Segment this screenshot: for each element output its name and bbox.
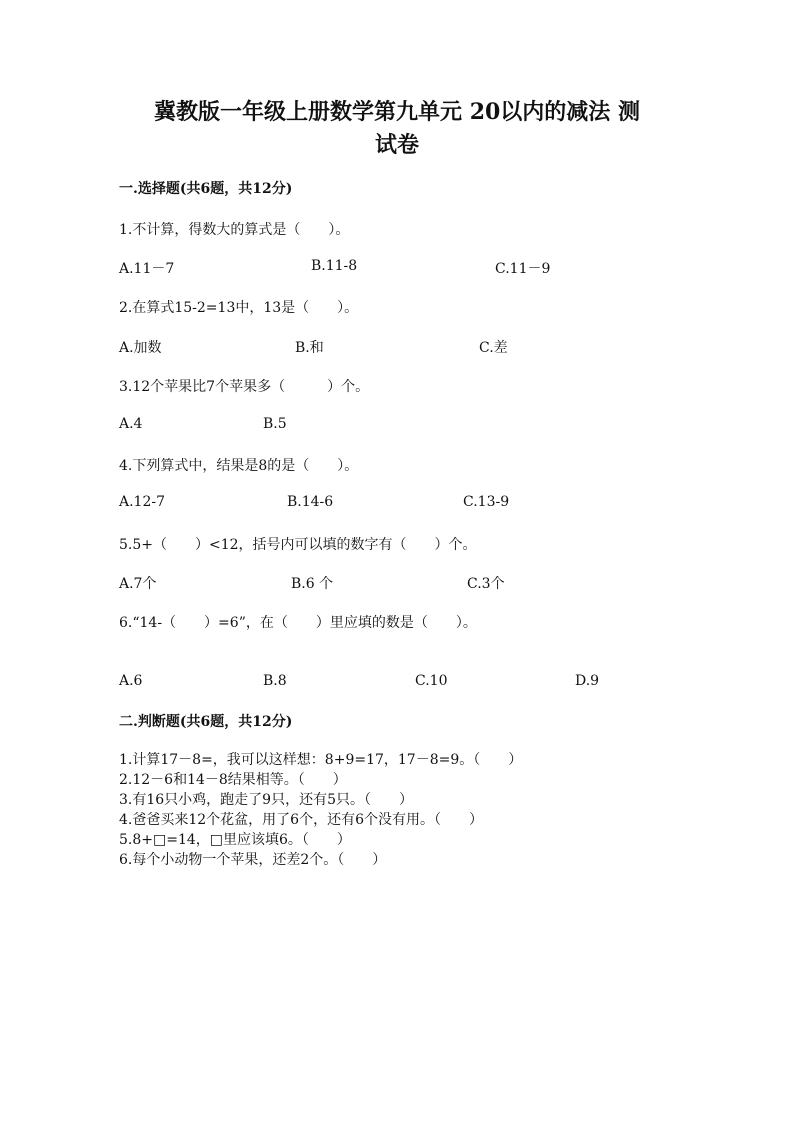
question-1: 1.不计算，得数大的算式是（ ）。 (119, 222, 350, 238)
question-5-option-a: A.7个 (119, 576, 157, 592)
question-6-option-b: B.8 (263, 673, 287, 689)
question-6-option-a: A.6 (119, 673, 143, 689)
question-6-option-d: D.9 (575, 673, 600, 689)
question-5-option-b: B.6 个 (291, 576, 334, 592)
judge-item: 4.爸爸买来12个花盆，用了6个，还有6个没有用。（ ） (119, 812, 483, 828)
page-title (100, 96, 694, 162)
question-3: 3.12个苹果比7个苹果多（ ）个。 (119, 379, 370, 395)
question-1-option-c: C.11－9 (495, 261, 551, 277)
section-heading-choice: 一.选择题(共6题，共12分) (119, 181, 293, 197)
question-4-option-a: A.12-7 (119, 494, 166, 510)
judge-item: 2.12－6和14－8结果相等。（ ） (119, 772, 347, 788)
judge-item: 1.计算17－8=，我可以这样想：8+9=17，17－8=9。（ ） (119, 752, 523, 768)
judge-item: 5.8+□=14，□里应该填6。（ ） (119, 832, 351, 848)
judge-item: 6.每个小动物一个苹果，还差2个。（ ） (119, 852, 387, 868)
question-3-option-b: B.5 (263, 416, 287, 432)
question-6: 6.“14-（ ）=6”，在（ ）里应填的数是（ ）。 (119, 615, 477, 631)
question-5: 5.5+（ ）<12，括号内可以填的数字有（ ）个。 (119, 537, 477, 553)
question-4-option-b: B.14-6 (287, 494, 334, 510)
title-line-1: 冀教版一年级上册数学第九单元 20以内的减法 测 (154, 99, 640, 125)
question-2-option-c: C.差 (479, 340, 508, 356)
question-6-option-c: C.10 (415, 673, 448, 689)
judge-list (119, 750, 522, 870)
question-2-option-a: A.加数 (119, 340, 162, 356)
title-line-2: 试卷 (374, 132, 419, 158)
question-2: 2.在算式15-2=13中，13是（ ）。 (119, 300, 359, 316)
question-4: 4.下列算式中，结果是8的是（ ）。 (119, 458, 359, 474)
section-heading-judge: 二.判断题(共6题，共12分) (119, 714, 293, 730)
question-2-option-b: B.和 (295, 340, 324, 356)
judge-item: 3.有16只小鸡，跑走了9只，还有5只。（ ） (119, 792, 413, 808)
question-3-option-a: A.4 (119, 416, 143, 432)
question-4-option-c: C.13-9 (463, 494, 510, 510)
question-1-option-b: B.11-8 (311, 258, 358, 274)
question-1-option-a: A.11－7 (119, 261, 175, 277)
question-5-option-c: C.3个 (467, 576, 505, 592)
